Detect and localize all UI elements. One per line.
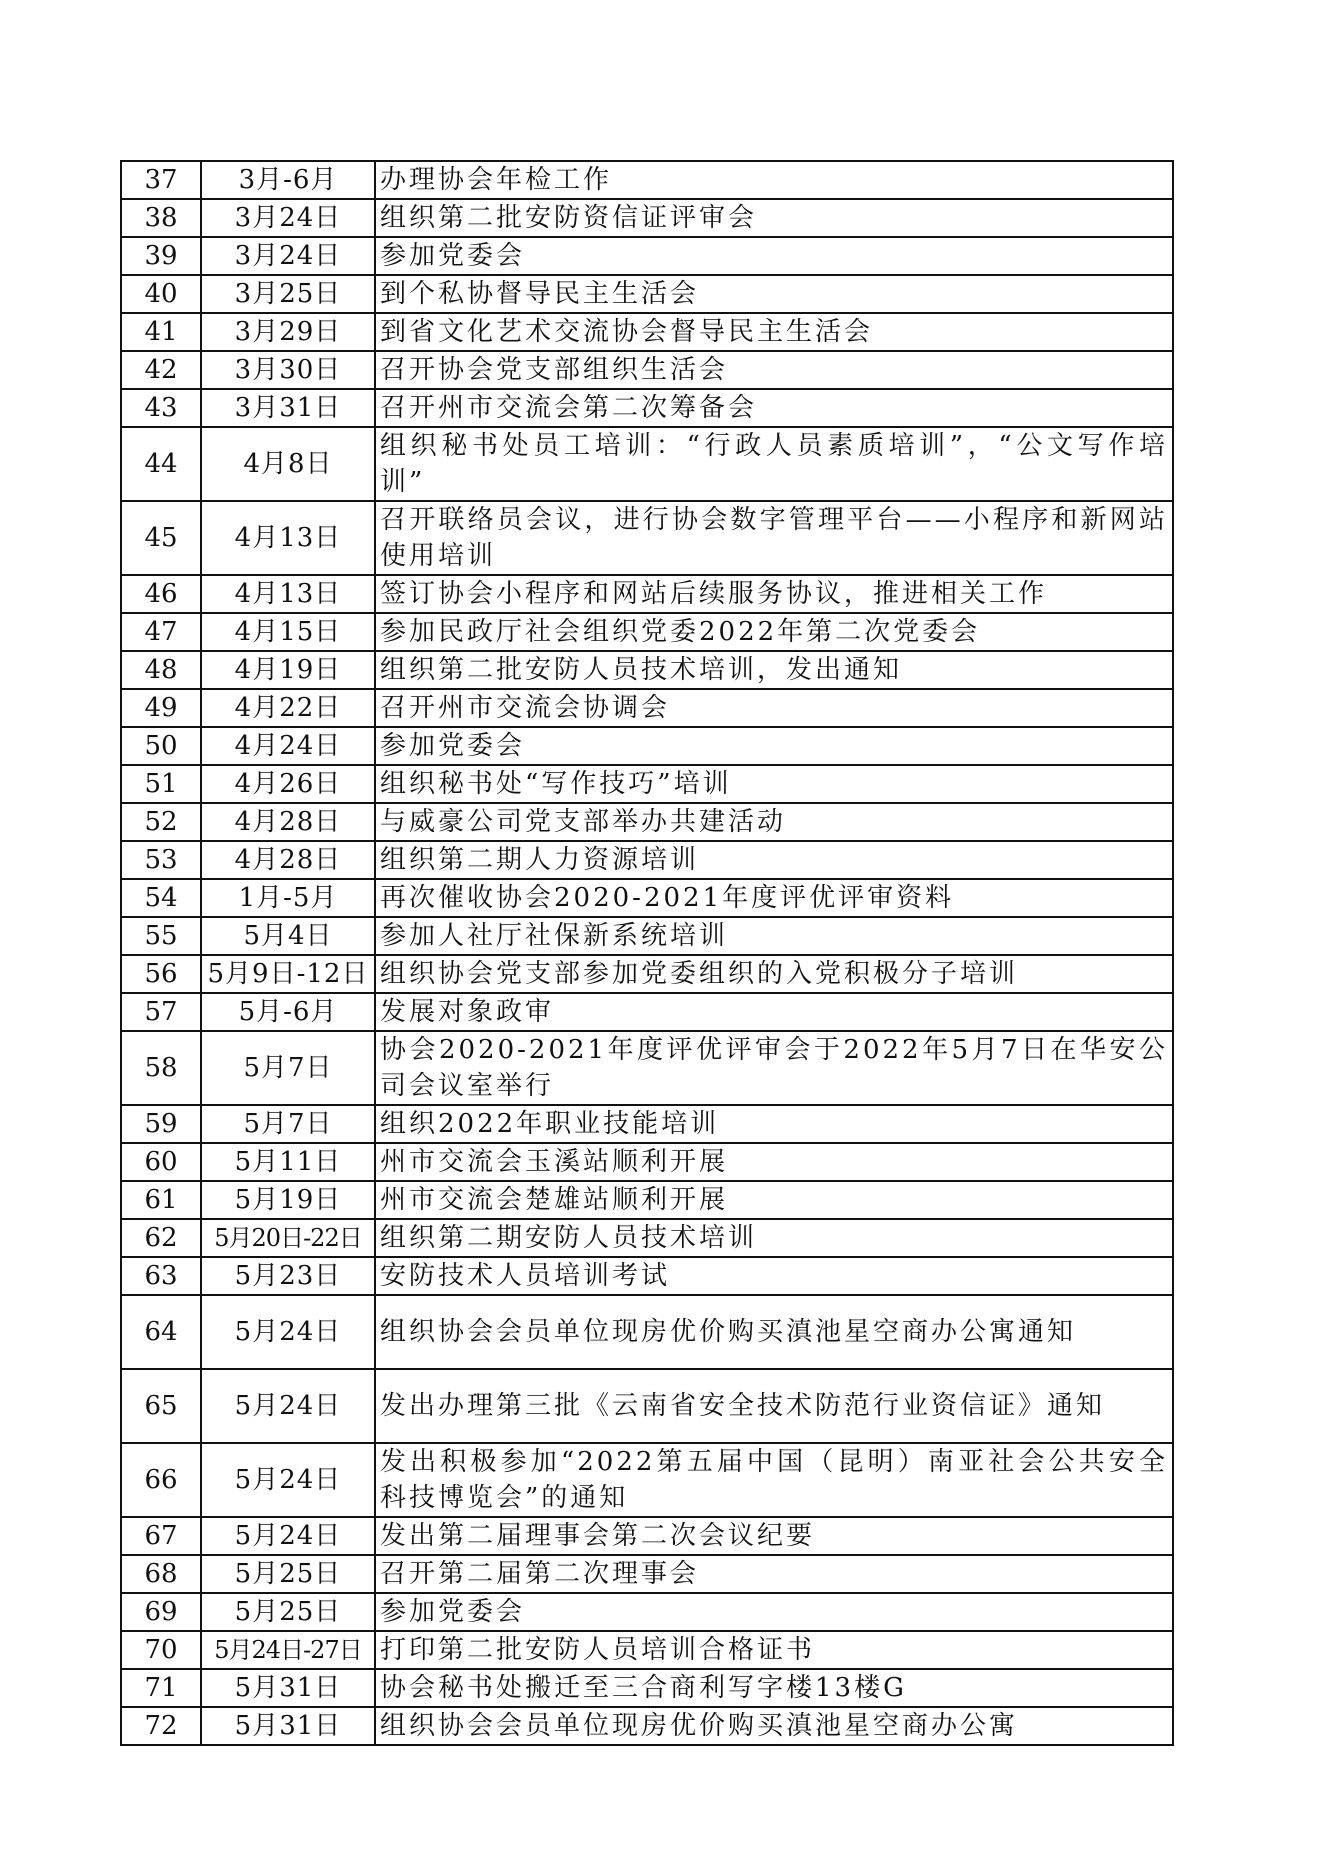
row-number-cell: 63: [121, 1257, 201, 1295]
row-date-cell: 1月-5月: [201, 879, 375, 917]
table-row: [121, 1257, 1173, 1295]
table-row: [121, 803, 1173, 841]
row-task-cell: 办理协会年检工作: [375, 161, 1173, 199]
table-row: [121, 765, 1173, 803]
row-task-cell: 召开协会党支部组织生活会: [375, 351, 1173, 389]
table-row: [121, 161, 1173, 199]
row-date-cell: 5月24日: [201, 1369, 375, 1443]
row-task-cell: 组织第二期安防人员技术培训: [375, 1219, 1173, 1257]
row-date-cell: 3月24日: [201, 237, 375, 275]
table-row: [121, 351, 1173, 389]
row-task-cell: 州市交流会玉溪站顺利开展: [375, 1143, 1173, 1181]
row-task-cell: 安防技术人员培训考试: [375, 1257, 1173, 1295]
row-date-cell: 3月25日: [201, 275, 375, 313]
row-task-cell: 协会2020-2021年度评优评审会于2022年5月7日在华安公司会议室举行: [375, 1031, 1173, 1105]
row-number-cell: 54: [121, 879, 201, 917]
table-row: [121, 501, 1173, 575]
row-task-cell: 签订协会小程序和网站后续服务协议，推进相关工作: [375, 575, 1173, 613]
row-date-cell: 4月15日: [201, 613, 375, 651]
table-row: [121, 879, 1173, 917]
row-date-cell: 3月29日: [201, 313, 375, 351]
table-row: [121, 575, 1173, 613]
row-task-cell: 组织协会会员单位现房优价购买滇池星空商办公寓通知: [375, 1295, 1173, 1369]
row-number-cell: 55: [121, 917, 201, 955]
row-task-cell: 组织秘书处“写作技巧”培训: [375, 765, 1173, 803]
row-task-cell: 组织秘书处员工培训：“行政人员素质培训”，“公文写作培训”: [375, 427, 1173, 501]
row-number-cell: 71: [121, 1669, 201, 1707]
table-row: [121, 1219, 1173, 1257]
row-date-cell: 3月31日: [201, 389, 375, 427]
row-number-cell: 50: [121, 727, 201, 765]
row-date-cell: 5月-6月: [201, 993, 375, 1031]
row-number-cell: 49: [121, 689, 201, 727]
row-task-cell: 发出办理第三批《云南省安全技术防范行业资信证》通知: [375, 1369, 1173, 1443]
row-date-cell: 5月24日: [201, 1443, 375, 1517]
row-date-cell: 5月4日: [201, 917, 375, 955]
row-date-cell: 4月26日: [201, 765, 375, 803]
row-number-cell: 37: [121, 161, 201, 199]
table-row: [121, 1031, 1173, 1105]
work-log-body: [121, 161, 1173, 1745]
table-row: [121, 917, 1173, 955]
row-number-cell: 72: [121, 1707, 201, 1745]
row-date-cell: 4月13日: [201, 575, 375, 613]
row-number-cell: 57: [121, 993, 201, 1031]
table-row: [121, 689, 1173, 727]
row-date-cell: 4月19日: [201, 651, 375, 689]
row-number-cell: 44: [121, 427, 201, 501]
row-number-cell: 43: [121, 389, 201, 427]
row-task-cell: 到省文化艺术交流协会督导民主生活会: [375, 313, 1173, 351]
row-number-cell: 52: [121, 803, 201, 841]
row-date-cell: 3月24日: [201, 199, 375, 237]
row-date-cell: 5月25日: [201, 1593, 375, 1631]
row-task-cell: 发出第二届理事会第二次会议纪要: [375, 1517, 1173, 1555]
row-date-cell: 5月24日-27日: [201, 1631, 375, 1669]
row-task-cell: 发出积极参加“2022第五届中国（昆明）南亚社会公共安全科技博览会”的通知: [375, 1443, 1173, 1517]
row-date-cell: 4月8日: [201, 427, 375, 501]
row-task-cell: 州市交流会楚雄站顺利开展: [375, 1181, 1173, 1219]
row-date-cell: 5月19日: [201, 1181, 375, 1219]
row-task-cell: 打印第二批安防人员培训合格证书: [375, 1631, 1173, 1669]
row-date-cell: 5月31日: [201, 1707, 375, 1745]
row-task-cell: 再次催收协会2020-2021年度评优评审资料: [375, 879, 1173, 917]
row-task-cell: 参加民政厅社会组织党委2022年第二次党委会: [375, 613, 1173, 651]
row-date-cell: 4月13日: [201, 501, 375, 575]
table-row: [121, 1443, 1173, 1517]
work-log-table: [120, 160, 1174, 1746]
row-task-cell: 参加党委会: [375, 1593, 1173, 1631]
row-task-cell: 协会秘书处搬迁至三合商利写字楼13楼G: [375, 1669, 1173, 1707]
row-date-cell: 4月22日: [201, 689, 375, 727]
row-date-cell: 5月24日: [201, 1517, 375, 1555]
table-row: [121, 237, 1173, 275]
row-date-cell: 4月28日: [201, 841, 375, 879]
row-task-cell: 召开州市交流会协调会: [375, 689, 1173, 727]
row-number-cell: 60: [121, 1143, 201, 1181]
row-task-cell: 参加党委会: [375, 727, 1173, 765]
row-number-cell: 65: [121, 1369, 201, 1443]
row-number-cell: 51: [121, 765, 201, 803]
table-row: [121, 955, 1173, 993]
row-date-cell: 4月24日: [201, 727, 375, 765]
row-number-cell: 56: [121, 955, 201, 993]
row-number-cell: 41: [121, 313, 201, 351]
row-date-cell: 3月-6月: [201, 161, 375, 199]
table-row: [121, 1295, 1173, 1369]
row-number-cell: 61: [121, 1181, 201, 1219]
table-row: [121, 1707, 1173, 1745]
row-task-cell: 召开联络员会议，进行协会数字管理平台——小程序和新网站使用培训: [375, 501, 1173, 575]
row-number-cell: 48: [121, 651, 201, 689]
table-row: [121, 1181, 1173, 1219]
row-number-cell: 47: [121, 613, 201, 651]
row-number-cell: 40: [121, 275, 201, 313]
row-task-cell: 组织协会党支部参加党委组织的入党积极分子培训: [375, 955, 1173, 993]
row-task-cell: 发展对象政审: [375, 993, 1173, 1031]
row-date-cell: 5月25日: [201, 1555, 375, 1593]
table-row: [121, 1593, 1173, 1631]
row-task-cell: 与威豪公司党支部举办共建活动: [375, 803, 1173, 841]
row-date-cell: 4月28日: [201, 803, 375, 841]
table-row: [121, 199, 1173, 237]
table-row: [121, 1369, 1173, 1443]
row-task-cell: 参加党委会: [375, 237, 1173, 275]
row-number-cell: 38: [121, 199, 201, 237]
table-row: [121, 841, 1173, 879]
table-row: [121, 313, 1173, 351]
row-number-cell: 39: [121, 237, 201, 275]
table-row: [121, 427, 1173, 501]
table-row: [121, 1517, 1173, 1555]
row-date-cell: 5月9日-12日: [201, 955, 375, 993]
row-date-cell: 3月30日: [201, 351, 375, 389]
row-date-cell: 5月31日: [201, 1669, 375, 1707]
row-number-cell: 45: [121, 501, 201, 575]
row-number-cell: 42: [121, 351, 201, 389]
table-row: [121, 1669, 1173, 1707]
row-date-cell: 5月11日: [201, 1143, 375, 1181]
row-task-cell: 组织第二批安防资信证评审会: [375, 199, 1173, 237]
row-number-cell: 53: [121, 841, 201, 879]
row-number-cell: 70: [121, 1631, 201, 1669]
table-row: [121, 1555, 1173, 1593]
row-task-cell: 召开第二届第二次理事会: [375, 1555, 1173, 1593]
row-number-cell: 62: [121, 1219, 201, 1257]
table-row: [121, 1631, 1173, 1669]
row-date-cell: 5月24日: [201, 1295, 375, 1369]
row-task-cell: 参加人社厅社保新系统培训: [375, 917, 1173, 955]
table-row: [121, 1105, 1173, 1143]
row-task-cell: 到个私协督导民主生活会: [375, 275, 1173, 313]
row-number-cell: 67: [121, 1517, 201, 1555]
table-row: [121, 613, 1173, 651]
row-number-cell: 58: [121, 1031, 201, 1105]
row-task-cell: 组织协会会员单位现房优价购买滇池星空商办公寓: [375, 1707, 1173, 1745]
table-row: [121, 1143, 1173, 1181]
table-row: [121, 727, 1173, 765]
row-number-cell: 69: [121, 1593, 201, 1631]
row-number-cell: 68: [121, 1555, 201, 1593]
row-task-cell: 组织第二批安防人员技术培训，发出通知: [375, 651, 1173, 689]
row-date-cell: 5月23日: [201, 1257, 375, 1295]
row-date-cell: 5月20日-22日: [201, 1219, 375, 1257]
row-task-cell: 组织2022年职业技能培训: [375, 1105, 1173, 1143]
row-number-cell: 46: [121, 575, 201, 613]
row-date-cell: 5月7日: [201, 1105, 375, 1143]
table-row: [121, 993, 1173, 1031]
row-number-cell: 66: [121, 1443, 201, 1517]
row-number-cell: 59: [121, 1105, 201, 1143]
row-number-cell: 64: [121, 1295, 201, 1369]
row-task-cell: 组织第二期人力资源培训: [375, 841, 1173, 879]
row-task-cell: 召开州市交流会第二次筹备会: [375, 389, 1173, 427]
table-row: [121, 389, 1173, 427]
table-row: [121, 275, 1173, 313]
table-row: [121, 651, 1173, 689]
row-date-cell: 5月7日: [201, 1031, 375, 1105]
